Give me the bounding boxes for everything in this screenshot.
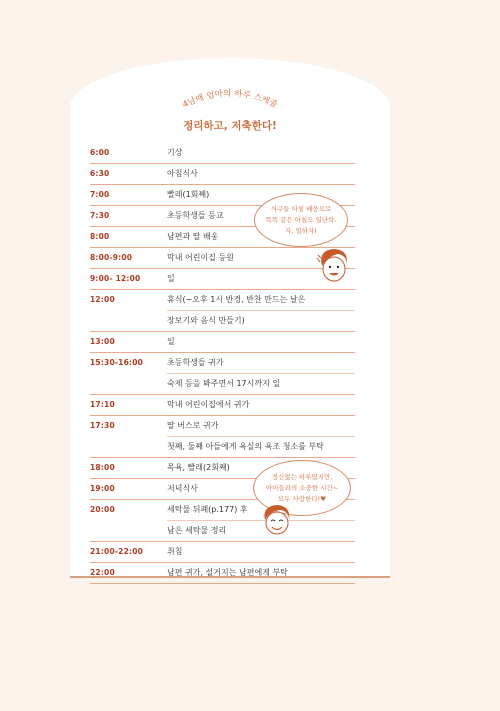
schedule-time: 9:00- 12:00	[90, 274, 141, 283]
schedule-desc: 일	[167, 337, 175, 346]
bubble-text: 모두 사랑한다!♥	[277, 494, 327, 503]
schedule-desc: 빨래(1회째)	[167, 190, 210, 199]
bubble-text: 식구들 아침 배웅으로	[270, 204, 332, 213]
schedule-desc: 일	[167, 274, 175, 283]
schedule-time: 21:00-22:00	[90, 547, 144, 556]
schedule-desc: 막내 어린이집 등원	[167, 253, 234, 262]
bubble-text: 정신없는 하루였지만,	[271, 472, 333, 481]
schedule-time: 8:00-9:00	[90, 253, 133, 262]
schedule-time: 22:00	[90, 568, 115, 577]
schedule-time: 18:00	[90, 463, 115, 472]
schedule-row	[90, 395, 355, 416]
schedule-row	[90, 542, 355, 563]
schedule-desc: 딸 버스로 귀가	[167, 421, 219, 430]
arc-title	[155, 78, 305, 122]
schedule-desc: 초등학생들 등교	[167, 211, 224, 220]
schedule-desc: 저녁식사	[167, 484, 198, 493]
smiling-face-icon	[258, 500, 296, 540]
schedule-time: 7:30	[90, 211, 110, 220]
schedule-time: 20:00	[90, 505, 115, 514]
schedule-desc: 아침식사	[167, 169, 198, 178]
schedule-desc: 막내 어린이집에서 귀가	[167, 400, 250, 409]
schedule-row	[90, 416, 355, 458]
schedule-desc: 목욕, 빨래(2회째)	[167, 463, 230, 472]
schedule-time: 19:00	[90, 484, 115, 493]
schedule-time: 6:30	[90, 169, 110, 178]
bubble-text: 똑똑 같은 아침도 일단락.	[265, 215, 337, 224]
schedule-row	[90, 332, 355, 353]
schedule-row	[90, 353, 355, 395]
bubble-text: 아이들과의 소중한 시간~	[265, 483, 339, 492]
schedule-time: 8:00	[90, 232, 110, 241]
schedule-desc-continued: 장보기와 음식 만들기)	[167, 316, 245, 325]
schedule-desc-continued: 숙제 등을 봐주면서 17시까지 일	[167, 379, 281, 388]
schedule-row	[90, 563, 355, 584]
speech-bubble-morning	[254, 193, 348, 247]
schedule-row	[90, 143, 355, 164]
schedule-desc: 남편 귀가, 설거지는 남편에게 부탁	[167, 568, 288, 577]
schedule-desc: 초등학생들 귀가	[167, 358, 224, 367]
schedule-desc-continued: 첫째, 둘째 아들에게 욕실의 욕조 청소를 부탁	[167, 442, 324, 451]
schedule-time: 12:00	[90, 295, 115, 304]
schedule-desc-continued: 남은 세탁물 정리	[167, 526, 227, 535]
schedule-row	[90, 164, 355, 185]
page-subtitle: 정리하고, 저축한다!	[183, 120, 277, 132]
schedule-desc: 취침	[167, 547, 183, 556]
schedule-desc: 휴식(~오후 1시 반경, 반찬 만드는 날은	[167, 295, 306, 304]
schedule-desc: 기상	[167, 148, 183, 157]
schedule-time: 17:10	[90, 400, 115, 409]
mom-face-icon	[314, 244, 354, 286]
svg-text:4남매 엄마의 하루 스케줄: 4남매 엄마의 하루 스케줄	[181, 88, 279, 111]
schedule-row	[90, 290, 355, 332]
schedule-desc: 남편과 딸 배웅	[167, 232, 219, 241]
schedule-time: 15:30-16:00	[90, 358, 144, 367]
schedule-time: 13:00	[90, 337, 115, 346]
bubble-text: 자, 일하자!	[285, 226, 317, 235]
schedule-time: 7:00	[90, 190, 110, 199]
schedule-time: 6:00	[90, 148, 110, 157]
schedule-time: 17:30	[90, 421, 115, 430]
schedule-desc: 세탁물 뒤폐(p.177) 후	[167, 505, 248, 514]
